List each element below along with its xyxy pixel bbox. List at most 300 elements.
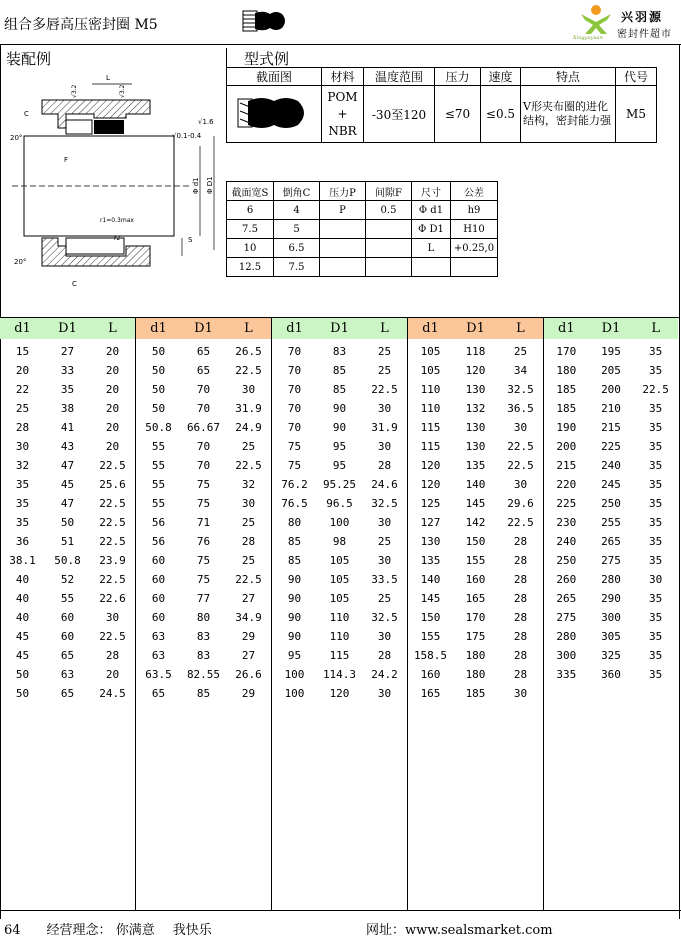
table-row	[272, 494, 407, 513]
table-cell: 35	[649, 402, 663, 415]
table-cell: 100	[329, 516, 350, 529]
table-cell: 90	[287, 592, 302, 605]
table-row	[0, 399, 135, 418]
table-cell: 28	[377, 649, 392, 662]
param-header-pressure: 压力P	[320, 182, 366, 201]
brand-mark-icon	[577, 4, 615, 36]
table-cell: 325	[601, 649, 621, 662]
material-cell	[322, 86, 364, 143]
param-cell: Φ d1	[412, 201, 451, 220]
footer-url	[366, 919, 553, 938]
param-header-gap: 间隙F	[366, 182, 412, 201]
table-cell: 220	[556, 478, 577, 491]
table-cell: 45	[60, 478, 75, 491]
param-cell	[366, 239, 412, 258]
table-cell: 65	[60, 687, 75, 700]
table-cell: 22.5	[99, 497, 126, 510]
table-cell: 25	[513, 345, 528, 358]
type-header-section: 截面图	[227, 68, 322, 86]
table-cell: 22.5	[99, 459, 126, 472]
param-header-size: 尺寸	[412, 182, 451, 201]
table-cell: 28	[513, 611, 528, 624]
table-cell: 26.5	[235, 345, 262, 358]
right-border	[679, 44, 680, 919]
column-header-cell: D1	[466, 321, 485, 336]
table-cell: 31.9	[235, 402, 262, 415]
table-cell: 32	[241, 478, 256, 491]
table-cell: 30	[513, 478, 528, 491]
table-cell: 28	[513, 573, 528, 586]
table-cell: 28	[513, 535, 528, 548]
table-cell: 65	[196, 364, 211, 377]
table-cell: 35	[649, 440, 663, 453]
table-cell: 127	[420, 516, 441, 529]
table-cell: 35	[649, 516, 663, 529]
table-cell: 36	[15, 535, 30, 548]
table-row	[544, 342, 678, 361]
table-row	[136, 551, 271, 570]
table-row	[136, 513, 271, 532]
table-cell: 25	[377, 364, 392, 377]
table-cell: 35	[649, 345, 663, 358]
param-cell: Φ D1	[412, 220, 451, 239]
table-cell: 27	[241, 592, 256, 605]
table-cell: 20	[105, 421, 120, 434]
param-cell: 7.5	[227, 220, 274, 239]
table-cell: 22	[15, 383, 30, 396]
table-cell: 110	[420, 383, 441, 396]
size-column	[544, 318, 678, 911]
column-header-cell: d1	[558, 321, 575, 336]
table-row	[544, 513, 678, 532]
table-cell: 155	[465, 554, 486, 567]
param-cell: 10	[227, 239, 274, 258]
table-cell: 130	[420, 535, 441, 548]
column-header-cell: L	[651, 321, 660, 336]
table-cell: 30	[105, 611, 120, 624]
param-table	[226, 181, 498, 277]
table-cell: 40	[15, 611, 30, 624]
table-row	[544, 456, 678, 475]
table-cell: 265	[556, 592, 577, 605]
seal-icon	[242, 10, 288, 32]
material-2: +	[337, 106, 348, 121]
table-cell: 22.5	[99, 516, 126, 529]
table-cell: 35	[649, 649, 663, 662]
table-row	[408, 608, 543, 627]
table-cell: 65	[196, 345, 211, 358]
table-cell: 215	[556, 459, 577, 472]
table-cell: 30	[649, 573, 663, 586]
table-cell: 240	[601, 459, 621, 472]
param-header-tol: 公差	[451, 182, 498, 201]
table-cell: 47	[60, 459, 75, 472]
table-cell: 60	[151, 573, 166, 586]
table-cell: 95	[332, 459, 347, 472]
table-row	[408, 437, 543, 456]
table-cell: 50	[151, 364, 166, 377]
table-cell: 26.6	[235, 668, 262, 681]
r2-label: r2	[114, 235, 121, 242]
table-cell: 24.6	[371, 478, 398, 491]
table-cell: 70	[287, 345, 302, 358]
table-cell: 60	[151, 554, 166, 567]
table-cell: 63	[151, 630, 166, 643]
table-cell: 225	[556, 497, 577, 510]
table-cell: 55	[151, 440, 166, 453]
table-cell: 35	[649, 478, 663, 491]
type-example-label: 型式例	[244, 50, 290, 68]
table-cell: 35	[649, 459, 663, 472]
header-rule	[0, 44, 681, 45]
table-cell: 70	[287, 402, 302, 415]
table-cell: 63	[151, 649, 166, 662]
table-cell: 180	[465, 668, 486, 681]
table-row	[0, 646, 135, 665]
table-row	[136, 532, 271, 551]
table-cell: 32.5	[371, 497, 398, 510]
table-row	[272, 665, 407, 684]
table-row	[544, 589, 678, 608]
r1-label: r1=0.3max	[100, 217, 134, 224]
table-cell: 60	[60, 611, 75, 624]
table-cell: 24.9	[235, 421, 262, 434]
table-cell: 83	[196, 649, 211, 662]
table-cell: 25	[377, 345, 392, 358]
param-cell	[320, 239, 366, 258]
table-row	[136, 456, 271, 475]
table-cell: 50.8	[145, 421, 172, 434]
table-cell: 27	[60, 345, 75, 358]
table-cell: 70	[287, 421, 302, 434]
table-row	[272, 475, 407, 494]
table-cell: 20	[15, 364, 30, 377]
param-cell: 5	[274, 220, 320, 239]
table-row	[408, 494, 543, 513]
table-row	[408, 665, 543, 684]
table-row	[544, 399, 678, 418]
table-cell: 240	[556, 535, 577, 548]
table-row	[136, 418, 271, 437]
table-cell: 20	[105, 364, 120, 377]
table-cell: 140	[465, 478, 486, 491]
table-row	[544, 380, 678, 399]
table-cell: 55	[151, 459, 166, 472]
size-column	[0, 318, 136, 911]
table-cell: 130	[465, 440, 486, 453]
size-column	[136, 318, 272, 911]
table-cell: 150	[465, 535, 486, 548]
table-row	[0, 589, 135, 608]
table-row	[408, 456, 543, 475]
table-cell: 29	[241, 630, 256, 643]
table-cell: 70	[196, 402, 211, 415]
param-cell: P	[320, 201, 366, 220]
table-cell: 22.5	[371, 383, 398, 396]
table-cell: 110	[420, 402, 441, 415]
table-row	[408, 589, 543, 608]
table-cell: 115	[420, 440, 441, 453]
table-cell: 43	[60, 440, 75, 453]
table-cell: 83	[332, 345, 347, 358]
brand-subtitle: 密封件超市	[617, 29, 672, 40]
table-cell: 15	[15, 345, 30, 358]
table-row	[408, 361, 543, 380]
table-cell: 55	[151, 478, 166, 491]
table-cell: 90	[287, 573, 302, 586]
table-row	[272, 342, 407, 361]
table-row	[272, 627, 407, 646]
table-cell: 205	[601, 364, 621, 377]
table-cell: 25	[377, 592, 392, 605]
table-cell: 275	[556, 611, 577, 624]
table-cell: 110	[329, 611, 350, 624]
table-cell: 28	[105, 649, 120, 662]
table-cell: 50	[151, 383, 166, 396]
pressure-cell: ≤70	[435, 86, 481, 143]
table-cell: 90	[287, 630, 302, 643]
table-row	[0, 437, 135, 456]
table-row	[136, 361, 271, 380]
table-cell: 250	[556, 554, 577, 567]
table-cell: 25.6	[99, 478, 126, 491]
material-1: POM	[327, 89, 358, 104]
motto-label: 经营理念：	[46, 923, 112, 938]
table-row	[272, 608, 407, 627]
param-cell: H10	[451, 220, 498, 239]
table-row	[408, 627, 543, 646]
table-cell: 76.2	[281, 478, 308, 491]
table-cell: 45	[15, 630, 30, 643]
table-cell: 29.6	[507, 497, 534, 510]
table-cell: 245	[601, 478, 621, 491]
column-header-cell: D1	[58, 321, 77, 336]
table-cell: 71	[196, 516, 211, 529]
footer	[4, 919, 238, 938]
table-cell: 63	[60, 668, 75, 681]
table-row	[272, 570, 407, 589]
table-row	[136, 608, 271, 627]
table-row	[136, 684, 271, 703]
table-row	[544, 494, 678, 513]
table-cell: 85	[287, 535, 302, 548]
table-cell: 118	[465, 345, 486, 358]
feature-cell: V形夹布圈的进化结构，密封能力强	[521, 86, 616, 143]
table-cell: 22.5	[235, 364, 262, 377]
table-row	[544, 361, 678, 380]
table-cell: 56	[151, 516, 166, 529]
page-number: 64	[4, 923, 21, 938]
table-row	[408, 380, 543, 399]
table-cell: 24.2	[371, 668, 398, 681]
param-cell	[366, 258, 412, 277]
table-cell: 105	[329, 554, 350, 567]
table-cell: 360	[601, 668, 621, 681]
table-row	[136, 665, 271, 684]
d1-label: Φ d1	[192, 177, 200, 194]
table-cell: 32.5	[507, 383, 534, 396]
table-row	[544, 551, 678, 570]
table-row	[0, 475, 135, 494]
motto-2: 我快乐	[172, 923, 212, 938]
table-cell: 20	[105, 402, 120, 415]
table-row	[544, 646, 678, 665]
table-cell: 120	[420, 478, 441, 491]
table-row	[0, 342, 135, 361]
rough2-label: √3.2	[119, 84, 126, 98]
table-row	[0, 361, 135, 380]
table-cell: 36.5	[507, 402, 534, 415]
table-cell: 185	[465, 687, 486, 700]
rough3-label: √1.6	[198, 118, 214, 126]
section-divider	[226, 48, 227, 67]
param-cell: 4	[274, 201, 320, 220]
table-cell: 145	[420, 592, 441, 605]
table-cell: 300	[556, 649, 577, 662]
section-image-cell	[227, 86, 322, 143]
table-cell: 20	[105, 383, 120, 396]
table-cell: 35	[15, 497, 30, 510]
size-column	[272, 318, 408, 911]
table-cell: 50	[15, 687, 30, 700]
table-cell: 33	[60, 364, 75, 377]
table-cell: 105	[329, 573, 350, 586]
size-table	[0, 317, 679, 911]
table-cell: 85	[287, 554, 302, 567]
table-cell: 185	[556, 383, 577, 396]
table-row	[272, 532, 407, 551]
table-row	[408, 475, 543, 494]
table-cell: 30	[377, 440, 392, 453]
table-cell: 265	[601, 535, 621, 548]
table-cell: 50	[15, 668, 30, 681]
table-cell: 125	[420, 497, 441, 510]
table-row	[272, 684, 407, 703]
table-cell: 30	[241, 383, 256, 396]
param-header-width: 截面宽S	[227, 182, 274, 201]
param-cell: 6	[227, 201, 274, 220]
table-cell: 105	[329, 592, 350, 605]
table-cell: 290	[601, 592, 621, 605]
table-row	[408, 513, 543, 532]
param-cell	[412, 258, 451, 277]
table-cell: 51	[60, 535, 75, 548]
type-header-pressure: 压力	[435, 68, 481, 86]
table-cell: 38	[60, 402, 75, 415]
param-cell: h9	[451, 201, 498, 220]
table-cell: 76	[196, 535, 211, 548]
F-label: F	[64, 156, 69, 164]
size-column-header	[0, 318, 135, 339]
table-cell: 28	[513, 630, 528, 643]
param-cell	[320, 258, 366, 277]
table-row	[408, 684, 543, 703]
table-row	[0, 665, 135, 684]
table-cell: 70	[196, 440, 211, 453]
table-row	[272, 361, 407, 380]
table-cell: 200	[556, 440, 577, 453]
table-cell: 120	[420, 459, 441, 472]
table-cell: 30	[513, 421, 528, 434]
table-cell: 70	[287, 364, 302, 377]
table-row	[136, 646, 271, 665]
table-cell: 47	[60, 497, 75, 510]
table-row	[136, 589, 271, 608]
table-cell: 75	[196, 478, 211, 491]
table-cell: 34.9	[235, 611, 262, 624]
column-header-cell: D1	[194, 321, 213, 336]
speed-cell: ≤0.5	[481, 86, 521, 143]
table-cell: 170	[465, 611, 486, 624]
table-row	[544, 418, 678, 437]
param-cell: L	[412, 239, 451, 258]
table-row	[408, 570, 543, 589]
table-cell: 22.5	[99, 535, 126, 548]
table-row	[408, 342, 543, 361]
table-cell: 38.1	[9, 554, 36, 567]
table-cell: 28	[241, 535, 256, 548]
table-row	[0, 380, 135, 399]
table-cell: 82.55	[186, 668, 221, 681]
table-cell: 90	[287, 611, 302, 624]
table-cell: 23.9	[99, 554, 126, 567]
table-cell: 96.5	[326, 497, 353, 510]
column-header-cell: L	[108, 321, 117, 336]
size-column-header	[544, 318, 678, 339]
table-cell: 158.5	[413, 649, 448, 662]
table-cell: 25	[377, 535, 392, 548]
table-row	[0, 608, 135, 627]
type-header-temp: 温度范围	[364, 68, 435, 86]
table-row	[0, 684, 135, 703]
table-row	[272, 418, 407, 437]
table-cell: 75	[196, 573, 211, 586]
table-cell: 30	[377, 516, 392, 529]
table-cell: 56	[151, 535, 166, 548]
table-cell: 34	[513, 364, 528, 377]
table-cell: 335	[556, 668, 577, 681]
table-row	[272, 646, 407, 665]
table-cell: 115	[420, 421, 441, 434]
table-cell: 22.5	[235, 573, 262, 586]
table-cell: 275	[601, 554, 621, 567]
table-cell: 170	[556, 345, 577, 358]
table-cell: 60	[151, 611, 166, 624]
table-cell: 180	[556, 364, 577, 377]
size-column-header	[136, 318, 271, 339]
table-cell: 77	[196, 592, 211, 605]
table-cell: 50	[151, 402, 166, 415]
table-cell: 90	[332, 421, 347, 434]
table-cell: 105	[420, 364, 441, 377]
table-cell: 35	[15, 478, 30, 491]
column-header-cell: L	[516, 321, 525, 336]
table-cell: 98	[332, 535, 347, 548]
table-cell: 27	[241, 649, 256, 662]
table-cell: 22.5	[507, 516, 534, 529]
column-header-cell: L	[244, 321, 253, 336]
table-cell: 195	[601, 345, 621, 358]
motto-1: 你满意	[115, 923, 155, 938]
table-row	[272, 380, 407, 399]
table-cell: 60	[151, 592, 166, 605]
table-row	[544, 627, 678, 646]
table-row	[0, 494, 135, 513]
table-cell: 22.5	[507, 459, 534, 472]
table-cell: 45	[15, 649, 30, 662]
table-row	[0, 418, 135, 437]
param-cell	[366, 220, 412, 239]
